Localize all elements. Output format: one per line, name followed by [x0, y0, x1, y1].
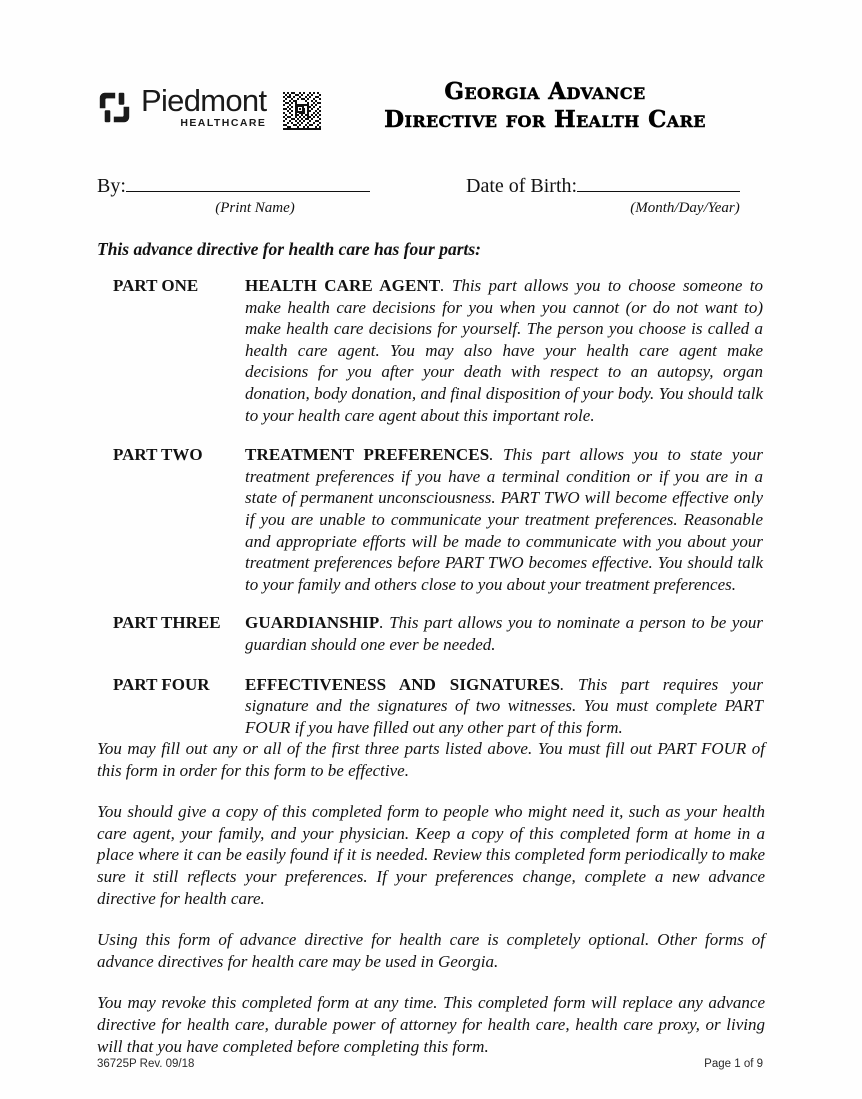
part-four-text: . This part requires your signature and the signatures of two witnesses. You must complete PART FOUR if you have filled out any other part of this form.: [245, 674, 763, 737]
page-number: Page 1 of 9: [704, 1058, 763, 1070]
part-one-text: . This part allows you to choose someone to make health care decisions for you when you cannot (or do not want to) make health care decisions for yourself. The person you choose is called a health care agent. You may also have your health care agent make decisions for you after your death with respect to an autopsy, organ donation, body donation, and final disposition of your body. You should talk to your health care agent about this important role.: [245, 276, 763, 425]
piedmont-healthcare-logo: [97, 83, 267, 132]
brand-wordmark: [141, 85, 266, 129]
datamatrix-barcode: [283, 92, 321, 130]
date-of-birth-hint: (Month/Day/Year): [630, 200, 740, 216]
date-of-birth-field-group: [466, 172, 776, 216]
part-three-heading: GUARDIANSHIP: [245, 613, 380, 633]
date-of-birth-input[interactable]: [577, 172, 740, 192]
part-two-text: . This part allows you to state your treatment preferences if you have a terminal condition or if you are in a state of permanent unconsciousness. PART TWO will become effective only if you are unable to communicate your treatment preferences. Reasonable and appropriate efforts will be made to communicate with you about your treatment preferences before PART TWO becomes effective. You should talk to your family and others close to you about your treatment preferences.: [245, 445, 763, 594]
paragraph: You may fill out any or all of the first three parts listed above. You must fill out PART FOUR of this form in order for this form to be effective.: [97, 739, 765, 780]
part-four-label: PART FOUR: [113, 674, 210, 694]
part-one-heading: HEALTH CARE AGENT: [245, 276, 441, 295]
part-three-label: PART THREE: [113, 613, 221, 633]
paragraph: Using this form of advance directive for health care is completely optional. Other forms of advance directives for health care may be used in Georgia.: [97, 930, 765, 971]
print-name-hint: (Print Name): [215, 200, 295, 216]
identification-fields: [97, 172, 763, 218]
part-row: [97, 612, 763, 655]
part-one-description: [245, 275, 763, 426]
by-label: By:: [97, 175, 126, 197]
document-header: [97, 74, 763, 144]
brand-name: Piedmont: [141, 83, 267, 118]
print-name-input[interactable]: [126, 172, 370, 192]
part-four-description: [245, 674, 763, 739]
brand-subtitle: HEALTHCARE: [180, 117, 267, 129]
part-two-label: PART TWO: [113, 445, 203, 465]
page-title-line-2: Directive for Health Care: [384, 106, 706, 133]
paragraph: You may revoke this completed form at any time. This completed form will replace any advance directive for health care, durable power of attorney for health care, health care proxy, or living will that you have completed before completing this form.: [97, 993, 765, 1056]
part-three-text: . This part allows you to nominate a person to be your guardian should one ever be needed.: [245, 613, 763, 654]
part-two-description: [245, 444, 763, 595]
paragraph: You should give a copy of this completed form to people who might need it, such as your health care agent, your family, and your physician. Keep a copy of this completed form at home in a place where it can be easily found if it is needed. Review this completed form periodically to make sure it still reflects your preferences. If your preferences change, complete a new advance directive for health care.: [97, 802, 765, 908]
form-number: 36725P Rev. 09/18: [97, 1058, 195, 1070]
part-four-heading: EFFECTIVENESS AND SIGNATURES: [245, 674, 561, 694]
part-row: [97, 275, 763, 426]
instruction-paragraphs: [97, 738, 765, 1057]
part-one-label: PART ONE: [113, 276, 199, 295]
page-footer: [97, 1058, 763, 1070]
part-row: [97, 444, 763, 595]
piedmont-bracket-square-icon: [97, 90, 132, 125]
part-row: [97, 674, 763, 739]
date-of-birth-label: Date of Birth:: [466, 175, 578, 197]
print-name-field-group: [97, 172, 385, 216]
part-two-heading: TREATMENT PREFERENCES: [245, 445, 490, 465]
page-title: [327, 78, 763, 134]
page-title-line-1: Georgia Advance: [444, 78, 646, 105]
part-three-description: [245, 612, 763, 655]
parts-overview-list: [97, 275, 763, 756]
intro-statement: This advance directive for health care has four parts:: [97, 239, 482, 259]
